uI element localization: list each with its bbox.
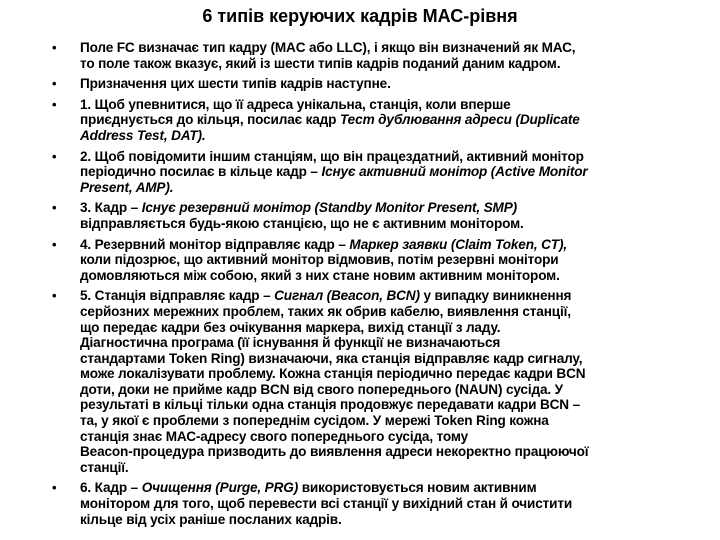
bullet-line [80,366,712,382]
bullet-icon: • [52,236,57,252]
text-segment: монітором для того, щоб перевести всі станції у вихідний стан й очистити [80,496,573,512]
text-segment: відправляється будь-якою станцією, що не є активним монітором. [80,215,524,231]
text-segment: станції. [80,459,129,475]
text-segment: Призначення цих шести типів кадрів наступне. [80,76,391,92]
frame-type-name: Маркер заявки (Claim Token, CT), [349,236,567,252]
bullet-line [80,128,712,144]
text-segment: використовується новим активним [298,480,537,496]
bullet-line [80,413,712,429]
text-segment: може локалізувати проблему. Кожна станція періодично передає кадри BCN [80,366,586,382]
text-segment: кільце від усіх раніше посланих кадрів. [80,511,342,527]
bullet-line [80,480,712,496]
text-segment: стандартами Token Ring) визначаючи, яка станція відправляє кадр сигналу, [80,350,583,366]
bullet-line [80,382,712,398]
bullet-item [52,40,712,71]
bullet-line [80,496,712,512]
bullet-icon: • [52,40,57,55]
bullet-line [80,335,712,351]
bullet-line [80,237,712,253]
bullet-line [80,97,712,113]
bullet-line [80,460,712,476]
bullet-list [52,40,712,532]
bullet-item [52,200,712,231]
bullet-icon: • [52,288,57,304]
bullet-line [80,216,712,232]
text-segment: то поле також вказує, який із шести типів кадрів поданий даним кадром. [80,55,561,71]
text-segment: 1. Щоб упевнитися, що її адреса унікальна, станція, коли вперше [80,96,511,112]
bullet-line [80,288,712,304]
text-segment: домовляються між собою, який з них стане новим активним монітором. [80,267,560,283]
text-segment: та, у якої є проблеми з попереднім сусідом. У мережі Token Ring кожна [80,413,549,429]
bullet-line [80,112,712,128]
bullet-item [52,149,712,196]
bullet-icon: • [52,148,57,164]
text-segment: результаті в кільці тільки одна станція продовжує передавати кадри BCN – [80,397,581,413]
text-segment: серйозних мережних проблем, таких як обрив кабелю, виявлення станції, [80,303,571,319]
bullet-line [80,268,712,284]
bullet-line [80,76,712,92]
text-segment: 5. Станція відправляє кадр – [80,288,275,304]
text-segment: доти, доки не прийме кадр BCN від свого попереднього (NAUN) сусіда. У [80,381,563,397]
bullet-item [52,480,712,527]
frame-type-name: Address Test, DAT). [80,127,206,143]
bullet-item [52,288,712,475]
text-segment: станція знає МАС-адресу свого попереднього сусіда, тому [80,428,469,444]
bullet-icon: • [52,480,57,496]
text-segment: коли підозрює, що активний монітор відмовив, потім резервні монітори [80,252,559,268]
bullet-line [80,351,712,367]
frame-type-name: Очищення (Purge, PRG) [141,480,299,496]
bullet-line [80,56,712,72]
bullet-line [80,180,712,196]
text-segment: Поле FC визначає тип кадру (MAC або LLC), і якщо він визначений як МАС, [80,40,576,55]
text-segment: 4. Резервний монітор відправляє кадр – [80,236,350,252]
bullet-item [52,97,712,144]
frame-type-name: Тест дублювання адреси (Duplicate [339,112,580,128]
bullet-line [80,320,712,336]
text-segment: Beacon-процедура призводить до виявлення адреси некоректно працюючої [80,444,589,460]
text-segment: періодично посилає в кільце кадр – [80,164,322,180]
bullet-icon: • [52,76,57,92]
bullet-line [80,444,712,460]
bullet-item [52,237,712,284]
frame-type-name: Існує резервний монітор (Standby Monitor Present, SMP) [141,200,517,216]
text-segment: 3. Кадр – [80,200,142,216]
frame-type-name: Існує активний монітор (Active Monitor [321,164,588,180]
bullet-line [80,304,712,320]
frame-type-name: Present, AMP). [80,179,174,195]
text-segment: у випадку виникнення [419,288,572,304]
bullet-line [80,149,712,165]
bullet-line [80,512,712,528]
bullet-icon: • [52,200,57,216]
bullet-line [80,200,712,216]
bullet-line [80,397,712,413]
bullet-line [80,252,712,268]
frame-type-name: Сигнал (Beacon, BCN) [274,288,420,304]
text-segment: 6. Кадр – [80,480,142,496]
bullet-line [80,40,712,56]
bullet-line [80,429,712,445]
slide-title: 6 типів керуючих кадрів МАС-рівня [202,6,518,26]
text-segment: що передає кадри без очікування маркера, вихід станції з ладу. [80,319,501,335]
bullet-item [52,76,712,92]
text-segment: приєднується до кільця, посилає кадр [80,112,340,128]
text-segment: Діагностична програма (її існування й функції не визначаються [80,335,501,351]
text-segment: 2. Щоб повідомити іншим станціям, що він працездатний, активний монітор [80,148,584,164]
bullet-icon: • [52,96,57,112]
bullet-line [80,164,712,180]
